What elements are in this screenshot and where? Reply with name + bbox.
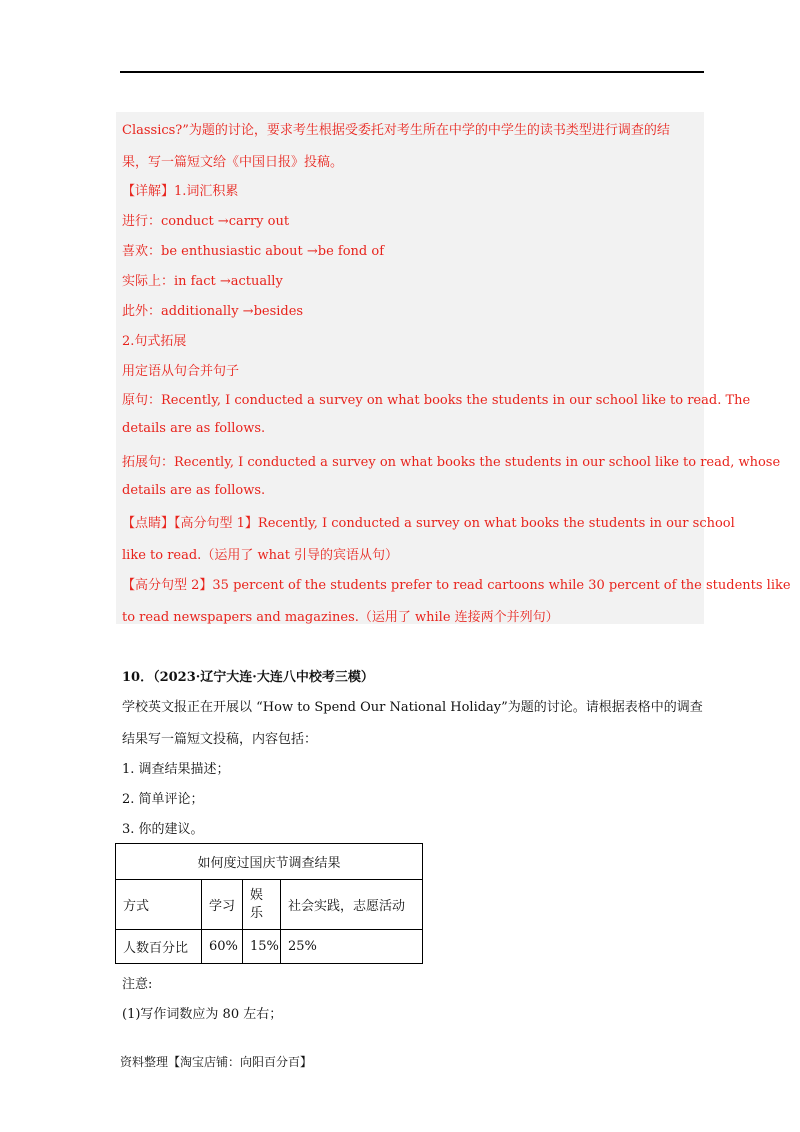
answer-line-1: Classics?”为题的讨论，要求考生根据受委托对考生所在中学的中学生的读书类型进行调查的结 — [122, 123, 670, 138]
expanded-sentence-line-2: details are as follows. — [122, 483, 266, 498]
question-prompt-line-2: 结果写一篇短文投稿，内容包括： — [122, 732, 318, 747]
requirement-item: 3. 你的建议。 — [122, 822, 204, 837]
detail-heading: 【详解】1.词汇积累 — [122, 184, 239, 199]
table-caption: 如何度过国庆节调查结果 — [116, 844, 423, 880]
table-header-cell: 娱乐 — [250, 887, 264, 921]
table-cell: 人数百分比 — [116, 930, 202, 964]
survey-table — [115, 843, 423, 964]
sentence-subheading: 用定语从句合并句子 — [122, 364, 240, 379]
question-title: 10．（2023·辽宁大连·大连八中校考三模） — [122, 670, 374, 685]
header-rule — [120, 71, 704, 73]
table-header-cell: 方式 — [116, 880, 202, 930]
table-cell: 15% — [243, 930, 281, 964]
note-line-1: (1)写作词数应为 80 左右； — [122, 1007, 283, 1022]
vocab-item: 喜欢：be enthusiastic about →be fond of — [122, 244, 384, 259]
question-prompt-line-1: 学校英文报正在开展以 “How to Spend Our National Holiday”为题的讨论。请根据表格中的调查 — [122, 700, 703, 715]
requirement-item: 2. 简单评论； — [122, 792, 204, 807]
expanded-sentence-line-1: 拓展句：Recently, I conducted a survey on what books the students in our school like to read, whose — [122, 455, 781, 470]
answer-line-2: 果，写一篇短文给《中国日报》投稿。 — [122, 155, 344, 170]
table-header-cell: 学习 — [202, 880, 243, 930]
table-cell: 25% — [281, 930, 423, 964]
original-sentence-line-2: details are as follows. — [122, 421, 266, 436]
highlight-line-1: 【点睛】【高分句型 1】Recently, I conducted a survey on what books the students in our school — [122, 516, 735, 531]
vocab-item: 实际上：in fact →actually — [122, 274, 283, 289]
sentence-heading: 2.句式拓展 — [122, 334, 187, 349]
highlight-line-4: to read newspapers and magazines.（运用了 while 连接两个并列句） — [122, 610, 559, 625]
note-label: 注意: — [122, 977, 153, 992]
highlight-line-3: 【高分句型 2】35 percent of the students prefer to read cartoons while 30 percent of the students like — [122, 578, 791, 593]
table-cell: 60% — [202, 930, 243, 964]
requirement-item: 1. 调查结果描述； — [122, 762, 230, 777]
original-sentence-line-1: 原句：Recently, I conducted a survey on what books the students in our school like to read. The — [122, 393, 751, 408]
table-header-cell: 社会实践，志愿活动 — [281, 880, 423, 930]
vocab-item: 进行：conduct →carry out — [122, 214, 290, 229]
page-footer: 资料整理【淘宝店铺：向阳百分百】 — [120, 1055, 313, 1069]
highlight-line-2: like to read.（运用了 what 引导的宾语从句） — [122, 548, 399, 563]
vocab-item: 此外：additionally →besides — [122, 304, 304, 319]
